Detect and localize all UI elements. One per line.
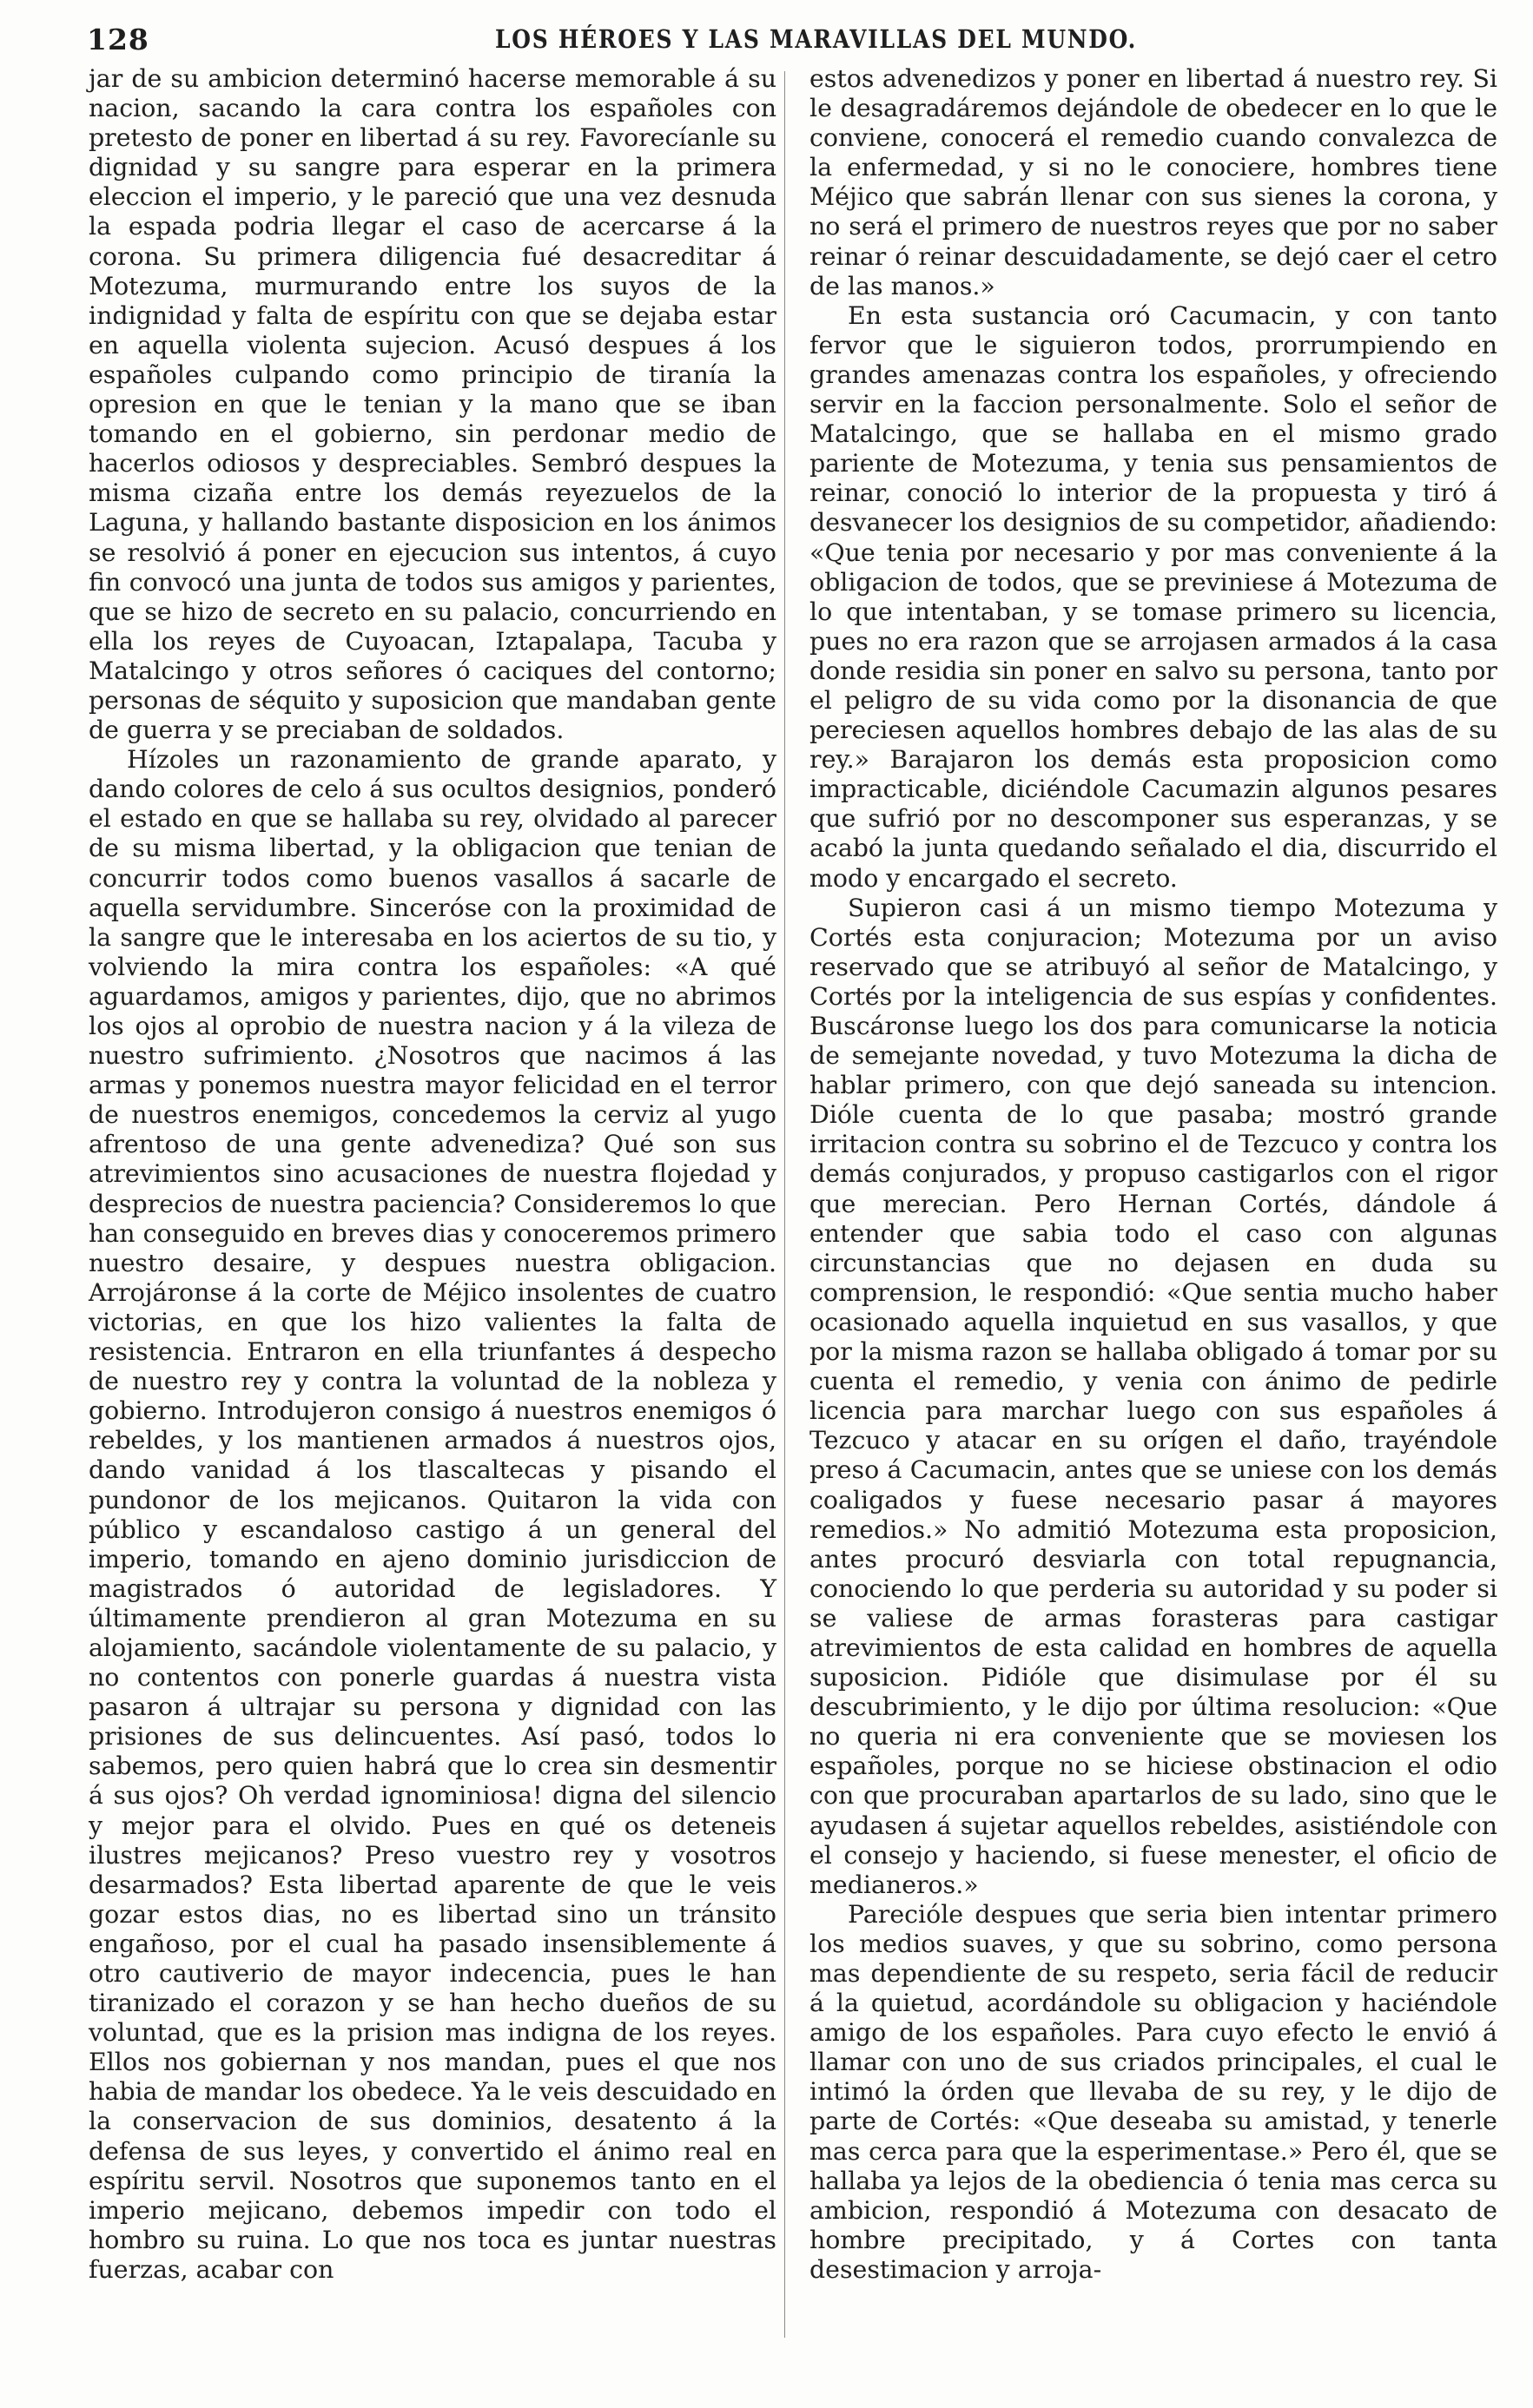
paragraph: Hízoles un razonamiento de grande aparato, y dando colores de celo á sus ocultos designios, ponderó el estado en que se hallaba su rey, olvidado al parecer de su misma libertad, y la obligacion que tenian de concurrir todos como buenos vasallos á sacarle de aquella servidumbre. Sinceróse con la proximidad de la sangre que le interesaba en los aciertos de su tio, y volviendo la mira contra los españoles: «A qué aguardamos, amigos y parientes, dijo, que no abrimos los ojos al oprobio de nuestra nacion y á la vileza de nuestro sufrimiento. ¿Nosotros que nacimos á las armas y ponemos nuestra mayor felicidad en el terror de nuestros enemigos, concedemos la cerviz al yugo afrentoso de una gente advenediza? Qué son sus atrevimientos sino acusaciones de nuestra flojedad y desprecios de nuestra paciencia? Consideremos lo que han conseguido en breves dias y conoceremos primero nuestro desaire, y despues nuestra obligacion. Arrojáronse á la corte de Méjico insolentes de cuatro victorias, en que los hizo valientes la falta de resistencia. Entraron en ella triunfantes á despecho de nuestro rey y contra la voluntad de la nobleza y gobierno. Introdujeron consigo á nuestros enemigos ó rebeldes, y los mantienen armados á nuestros ojos, dando vanidad á los tlascaltecas y pisando el pundonor de los mejicanos. Quitaron la vida con público y escandaloso castigo á un general del imperio, tomando en ajeno dominio jurisdiccion de magistrados ó autoridad de legisladores. Y últimamente prendieron al gran Motezuma en su alojamiento, sacándole violentamente de su palacio, y no contentos con ponerle guardas á nuestra vista pasaron á ultrajar su persona y dignidad con las prisiones de sus delincuentes. Así pasó, todos lo sabemos, pero quien habrá que lo crea sin desmentir á sus ojos? Oh verdad ignominiosa! digna del silencio y mejor para el olvido. Pues en qué os deteneis ilustres mejicanos? Preso vuestro rey y vosotros desarmados? Esta libertad aparente de que le veis gozar estos dias, no es libertad sino un tránsito engañoso, por el cual ha pasado insensiblemente á otro cautiverio de mayor indecencia, pues le han tiranizado el corazon y se han hecho dueños de su voluntad, que es la prision mas indigna de los reyes. Ellos nos gobiernan y nos mandan, pues el que nos habia de mandar los obedece. Ya le veis descuidado en la conservacion de sus dominios, desatento á la defensa de sus leyes, y convertido el ánimo real en espíritu servil. Nosotros que suponemos tanto en el imperio mejicano, debemos impedir con todo el hombro su ruina. Lo que nos toca es juntar nuestras fuerzas, acabar con [89,745,776,2284]
page-number: 128 [87,23,149,56]
paragraph: estos advenedizos y poner en libertad á nuestro rey. Si le desagradáremos dejándole de obedecer en lo que le conviene, conocerá el remedio cuando convalezca de la enfermedad, y si no le conociere, hombres tiene Méjico que sabrán llenar con sus sienes la corona, y no será el primero de nuestros reyes que por no saber reinar ó reinar descuidadamente, se dejó caer el cetro de las manos.» [809,64,1497,300]
paragraph: jar de su ambicion determinó hacerse memorable á su nacion, sacando la cara contra los españoles con pretesto de poner en libertad á su rey. Favorecíanle su dignidad y su sangre para esperar en la primera eleccion el imperio, y le pareció que una vez desnuda la espada podria llegar el caso de acercarse á la corona. Su primera diligencia fué desacreditar á Motezuma, murmurando entre los suyos de la indignidad y falta de espíritu con que se dejaba estar en aquella violenta sujecion. Acusó despues á los españoles culpando como principio de tiranía la opresion en que le tenian y la mano que se iban tomando en el gobierno, sin perdonar medio de hacerlos odiosos y despreciables. Sembró despues la misma cizaña entre los demás reyezuelos de la Laguna, y hallando bastante disposicion en los ánimos se resolvió á poner en ejecucion sus intentos, á cuyo fin convocó una junta de todos sus amigos y parientes, que se hizo de secreto en su palacio, concurriendo en ella los reyes de Cuyoacan, Iztapalapa, Tacuba y Matalcingo y otros señores ó caciques del contorno; personas de séquito y suposicion que mandaban gente de guerra y se preciaban de soldados. [89,64,776,745]
running-title: LOS HÉROES Y LAS MARAVILLAS DEL MUNDO. [495,24,1138,54]
column-divider [784,71,785,2338]
paragraph: En esta sustancia oró Cacumacin, y con tanto fervor que le siguieron todos, prorrumpiendo en grandes amenazas contra los españoles, y ofreciendo servir en la faccion personalmente. Solo el señor de Matalcingo, que se hallaba en el mismo grado pariente de Motezuma, y tenia sus pensamientos de reinar, conoció lo interior de la propuesta y tiró á desvanecer los designios de su competidor, añadiendo: «Que tenia por necesario y por mas conveniente á la obligacion de todos, que se previniese á Motezuma de lo que intentaban, y se tomase primero su licencia, pues no era razon que se arrojasen armados á la casa donde residia sin poner en salvo su persona, tanto por el peligro de su vida como por la disonancia de que pereciesen aquellos hombres debajo de las alas de su rey.» Barajaron los demás esta proposicion como impracticable, diciéndole Cacumazin algunos pesares que sufrió por no descomponer sus esperanzas, y se acabó la junta quedando señalado el dia, discurrido el modo y encargado el secreto. [809,300,1497,893]
paragraph: Parecióle despues que seria bien intentar primero los medios suaves, y que su sobrino, como persona mas dependiente de su respeto, seria fácil de reducir á la quietud, acordándole su obligacion y haciéndole amigo de los españoles. Para cuyo efecto le envió á llamar con uno de sus criados principales, el cual le intimó la órden que llevaba de su rey, y le dijo de parte de Cortés: «Que deseaba su amistad, y tenerle mas cerca para que la esperimentase.» Pero él, que se hallaba ya lejos de la obediencia ó tenia mas cerca su ambicion, respondió á Motezuma con desacato de hombre precipitado, y á Cortes con tanta desestimacion y arroja- [809,1899,1497,2284]
left-column [89,64,776,2285]
page-header [87,19,1446,71]
right-column [809,64,1497,2285]
paragraph: Supieron casi á un mismo tiempo Motezuma y Cortés esta conjuracion; Motezuma por un aviso reservado que se atribuyó al señor de Matalcingo, y Cortés por la inteligencia de sus espías y confidentes. Buscáronse luego los dos para comunicarse la noticia de semejante novedad, y tuvo Motezuma la dicha de hablar primero, con que dejó saneada su intencion. Dióle cuenta de lo que pasaba; mostró grande irritacion contra su sobrino el de Tezcuco y contra los demás conjurados, y propuso castigarlos con el rigor que merecian. Pero Hernan Cortés, dándole á entender que sabia todo el caso con algunas circunstancias que no dejasen en duda su comprension, le respondió: «Que sentia mucho haber ocasionado aquella inquietud en sus vasallos, y que por la misma razon se hallaba obligado á tomar por su cuenta el remedio, y venia con ánimo de pedirle licencia para marchar luego con sus españoles á Tezcuco y atacar en su orígen el daño, trayéndole preso á Cacumacin, antes que se uniese con los demás coaligados y fuese necesario pasar á mayores remedios.» No admitió Motezuma esta proposicion, antes procuró desviarla con total repugnancia, conociendo lo que perderia su autoridad y su poder si se valiese de armas forasteras para castigar atrevimientos de esta calidad en hombres de aquella suposicion. Pidióle que disimulase por él su descubrimiento, y le dijo por última resolucion: «Que no queria ni era conveniente que se moviesen los españoles, porque no se hiciese obstinacion el odio con que procuraban apartarlos de su lado, sino que le ayudasen á sujetar aquellos rebeldes, asistiéndole con el consejo y haciendo, si fuese menester, el oficio de medianeros.» [809,893,1497,1899]
